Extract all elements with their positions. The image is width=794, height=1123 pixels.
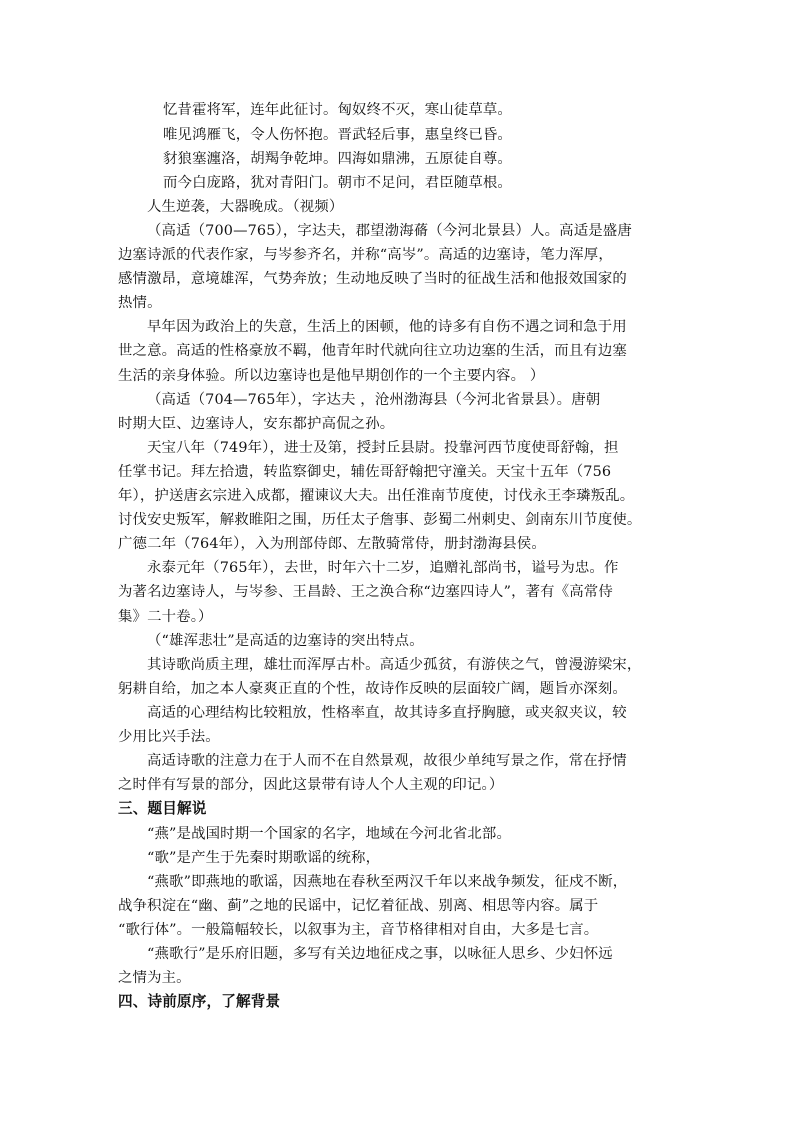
paragraph-line: 之时伴有写景的部分，因此这景带有诗人个人主观的印记。） (118, 777, 504, 793)
paragraph-line: 讨伐安史叛军，解救睢阳之围，历任太子詹事、彭蜀二州刺史、剑南东川节度使。 (118, 512, 642, 528)
paragraph-line: 边塞诗派的代表作家，与岑参齐名，并称“高岑”。高适的边塞诗，笔力浑厚， (118, 247, 613, 263)
paragraph-line: 时期大臣、边塞诗人，安东都护高侃之孙。 (118, 416, 395, 432)
paragraph-line: 高适诗歌的注意力在于人而不在自然景观，故很少单纯写景之作，常在抒情 (147, 753, 627, 769)
paragraph-line: （“雄浑悲壮”是高适的边塞诗的突出特点。 (147, 633, 424, 649)
paragraph-line: 集》二十卷。） (118, 609, 213, 625)
section-heading: 四、诗前原序，了解背景 (118, 993, 281, 1010)
paragraph-line: 年），护送唐玄宗进入成都，擢谏议大夫。出任淮南节度使，讨伐永王李璘叛乱。 (118, 488, 635, 504)
paragraph-line: （高适（704—765年），字达夫 ，沧州渤海县（今河北省景县）。唐朝 (147, 392, 601, 408)
paragraph-line: 人生逆袭，大器晚成。（视频） (147, 199, 344, 215)
paragraph-line: 战争积淀在“幽、蓟”之地的民谣中，记忆着征战、别离、相思等内容。属于 (118, 898, 599, 914)
paragraph-line: 早年因为政治上的失意，生活上的困顿，他的诗多有自伤不遇之词和急于用 (147, 319, 627, 335)
section-heading: 三、题目解说 (118, 800, 207, 817)
poem-line: 忆昔霍将军，连年此征讨。匈奴终不灭，寒山徒草草。 (163, 102, 512, 118)
paragraph-line: 世之意。高适的性格豪放不羁，他青年时代就向往立功边塞的生活，而且有边塞 (118, 343, 627, 359)
paragraph-line: “燕歌行”是乐府旧题，多写有关边地征戍之事，以咏征人思乡、少妇怀远 (147, 946, 613, 962)
paragraph-line: 为著名边塞诗人，与岑参、王昌龄、王之涣合称“边塞四诗人”，著有《高常侍 (118, 584, 613, 600)
paragraph-line: 之情为主。 (118, 970, 191, 986)
paragraph-line: 高适的心理结构比较粗放，性格率直，故其诗多直抒胸臆，或夹叙夹议，较 (147, 705, 627, 721)
paragraph-line: 躬耕自给，加之本人豪爽正直的个性，故诗作反映的层面较广阔，题旨亦深刻。 (118, 681, 627, 697)
paragraph-line: “燕歌”即燕地的歌谣，因燕地在春秋至两汉千年以来战争频发，征戍不断， (147, 874, 628, 890)
poem-line: 唯见鸿雁飞，令人伤怀抱。晋武轻后事，惠皇终已昏。 (163, 127, 512, 143)
paragraph-line: 感情激昂，意境雄浑，气势奔放；生动地反映了当时的征战生活和他报效国家的 (118, 271, 627, 287)
paragraph-line: 生活的亲身体验。所以边塞诗也是他早期创作的一个主要内容。 ） (118, 368, 545, 384)
paragraph-line: “歌行体”。一般篇幅较长，以叙事为主，音节格律相对自由，大多是七言。 (118, 922, 599, 938)
poem-line: 而今白庞路，犹对青阳门。朝市不足问，君臣随草根。 (163, 175, 512, 191)
paragraph-line: 广德二年（764年），入为刑部侍郎、左散骑常侍，册封渤海县侯。 (118, 536, 546, 552)
paragraph-line: “歌”是产生于先秦时期歌谣的统称， (147, 850, 381, 866)
paragraph-line: 永泰元年（765年），去世，时年六十二岁，追赠礼部尚书，谥号为忠。作 (147, 560, 619, 576)
paragraph-line: （高适（700—765），字达夫，郡望渤海蓨（今河北景县）人。高适是盛唐 (147, 223, 632, 239)
paragraph-line: 任掌书记。拜左拾遗，转监察御史，辅佐哥舒翰把守潼关。天宝十五年（756 (118, 464, 612, 480)
paragraph-line: 其诗歌尚质主理，雄壮而浑厚古朴。高适少孤贫，有游侠之气，曾漫游梁宋， (147, 657, 642, 673)
paragraph-line: “燕”是战国时期一个国家的名字，地域在今河北省北部。 (147, 826, 511, 842)
poem-line: 豺狼塞瀍洛，胡羯争乾坤。四海如鼎沸，五原徒自尊。 (163, 151, 512, 167)
paragraph-line: 少用比兴手法。 (118, 729, 220, 745)
paragraph-line: 热情。 (118, 295, 162, 311)
paragraph-line: 天宝八年（749年），进士及第，授封丘县尉。投靠河西节度使哥舒翰，担 (147, 440, 619, 456)
